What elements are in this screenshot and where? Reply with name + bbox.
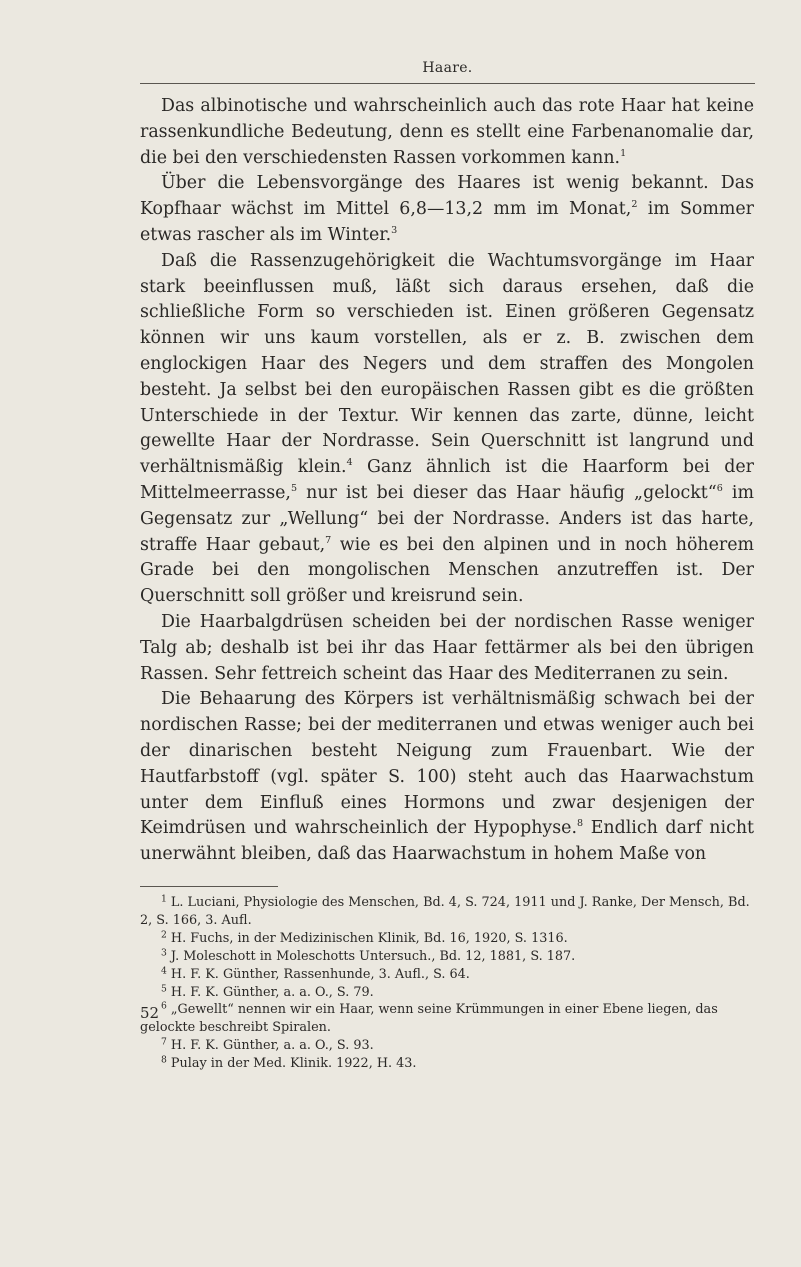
footnote-number: 5 (161, 982, 167, 994)
header-rule (140, 83, 755, 84)
footnote-text: Pulay in der Med. Klinik. 1922, H. 43. (166, 1056, 417, 1072)
footnote (140, 930, 754, 948)
body-paragraph (140, 94, 754, 171)
footnote-reference[interactable]: 3 (391, 224, 398, 236)
text-run: Daß die Rassenzugehörigkeit die Wachtumsvorgänge im Haar stark beeinflussen muß, läßt sich daraus ersehen, daß die schließliche Form so verschieden ist. Einen größeren Gegensatz können wir uns kaum vorstellen, als er z. B. zwischen dem englockigen Haar des Negers und dem straffen des Mongolen besteht. Ja selbst bei den europäischen Rassen gibt es die größten Unterschiede in der Textur. Wir kennen das zarte, dünne, leicht gewellte Haar der Nordrasse. Sein Querschnitt ist langrund und verhältnismäßig klein. (140, 250, 754, 478)
footnote (140, 966, 754, 984)
footnote-reference[interactable]: 7 (325, 534, 332, 546)
body-text (140, 94, 754, 868)
footnote-text: J. Moleschott in Moleschotts Untersuch., Bd. 12, 1881, S. 187. (166, 948, 576, 964)
footnote-number: 2 (161, 929, 167, 941)
body-paragraph (140, 171, 754, 248)
footnote (140, 1055, 754, 1073)
page-number: 52 (140, 1004, 160, 1022)
footnote-text: H. F. K. Günther, a. a. O., S. 79. (166, 984, 374, 1000)
text-run: Die Haarbalgdrüsen scheiden bei der nordischen Rasse weniger Talg ab; deshalb ist bei ihr das Haar fettärmer als bei den übrigen Rassen. Sehr fettreich scheint das Haar des Mediterranen zu sein. (140, 611, 754, 684)
body-paragraph (140, 687, 754, 868)
text-run: Das albinotische und wahrscheinlich auch das rote Haar hat keine rassenkundliche Bedeutung, denn es stellt eine Farbenanomalie dar, die bei den verschiedensten Rassen vorkommen kann. (140, 96, 754, 168)
running-header: Haare. (422, 60, 473, 76)
footnote-reference[interactable]: 8 (576, 818, 584, 830)
text-run: im Gegensatz zur „Wellung“ bei der Nordrasse. Anders ist das harte, straffe Haar gebaut, (140, 482, 754, 555)
footnote-text: „Gewellt“ nennen wir ein Haar, wenn seine Krümmungen in einer Ebene liegen, das gelockte beschreibt Spiralen. (140, 1002, 718, 1036)
footnote (140, 948, 754, 966)
footnote-number: 4 (161, 965, 167, 977)
body-paragraph (140, 249, 754, 610)
footnote-reference[interactable]: 1 (620, 147, 627, 159)
text-run: Ganz ähnlich ist die Haarform bei der Mittelmeerrasse, (140, 457, 754, 503)
footnote-number: 7 (161, 1036, 167, 1048)
footnote-reference[interactable]: 4 (346, 456, 353, 468)
body-paragraph (140, 610, 754, 687)
footnote-text: H. F. K. Günther, a. a. O., S. 93. (166, 1038, 374, 1054)
text-run: Über die Lebensvorgänge des Haares ist wenig bekannt. Das Kopfhaar wächst im Mittel 6,8—13,2 mm im Monat, (140, 173, 754, 220)
text-run: wie es bei den alpinen und in noch höherem Grade bei den mongolischen Menschen anzutreffen ist. Der Querschnitt soll größer und kreisrund sein. (140, 534, 754, 607)
footnote-rule (140, 886, 278, 887)
footnote-number: 3 (161, 947, 167, 959)
footnote (140, 1037, 754, 1055)
footnote-number: 8 (161, 1054, 167, 1066)
footnote-number: 6 (161, 1000, 167, 1012)
footnote (140, 894, 754, 930)
text-run: Die Behaarung des Körpers ist verhältnismäßig schwach bei der nordischen Rasse; bei der mediterranen und etwas weniger auch bei der dinarischen besteht Neigung zum Frauenbart. Wie der Hautfarbstoff (vgl. später S. 100) steht auch das Haarwachstum unter dem Einfluß eines Hormons und zwar desjenigen der Keimdrüsen und wahrscheinlich der Hypophyse. (140, 689, 754, 839)
footnote-reference[interactable]: 5 (290, 482, 298, 494)
footnote-text: H. F. K. Günther, Rassenhunde, 3. Aufl., S. 64. (166, 966, 470, 982)
footnotes (140, 894, 754, 1073)
text-run: nur ist bei dieser das Haar häufig „gelockt“ (297, 482, 717, 503)
footnote-text: H. Fuchs, in der Medizinischen Klinik, Bd. 16, 1920, S. 1316. (166, 930, 568, 946)
text-run: im Sommer etwas rascher als im Winter. (140, 199, 754, 245)
footnote-text: L. Luciani, Physiologie des Menschen, Bd. 4, S. 724, 1911 und J. Ranke, Der Mensch, Bd. 2, S. 166, 3. Aufl. (140, 895, 750, 928)
footnote-number: 1 (161, 893, 167, 905)
footnote-reference[interactable]: 6 (716, 482, 723, 494)
footnote-reference[interactable]: 2 (631, 199, 638, 211)
footnote (140, 1001, 754, 1037)
footnote (140, 984, 754, 1002)
text-run: Endlich darf nicht unerwähnt bleiben, daß das Haarwachstum in hohem Maße von (140, 818, 755, 865)
